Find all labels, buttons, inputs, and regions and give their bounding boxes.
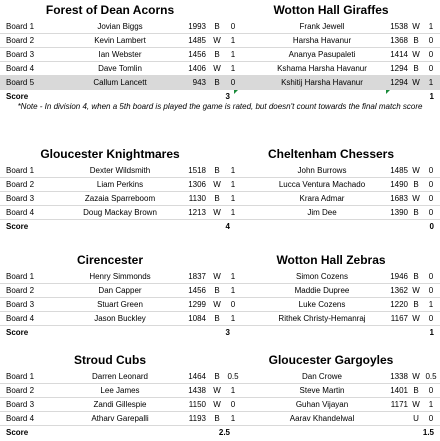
away-player-points: 0 (428, 36, 434, 45)
home-team-name: Forest of Dean Acorns (45, 3, 175, 17)
home-player-name: Atharv Garepalli (91, 414, 149, 423)
home-player-colour: B (214, 166, 220, 175)
away-player-rating: 1362 (390, 286, 408, 295)
home-player-rating: 1518 (188, 166, 206, 175)
home-player-rating: 1456 (188, 286, 206, 295)
board-label: Board 3 (6, 194, 35, 203)
board-row (0, 164, 440, 178)
away-player-colour: B (413, 300, 419, 309)
away-player-colour: W (412, 194, 420, 203)
match-title-row (0, 144, 440, 164)
home-score: 3 (225, 328, 230, 337)
home-player-rating: 1464 (188, 372, 206, 381)
home-player-name: Kevin Lambert (94, 36, 146, 45)
away-player-points: 0.5 (425, 372, 437, 381)
board-row (0, 206, 440, 220)
board-label: Board 2 (6, 386, 35, 395)
home-player-colour: W (213, 208, 221, 217)
score-row (0, 426, 440, 440)
away-score: 0 (429, 222, 434, 231)
home-player-name: Lee James (100, 386, 140, 395)
home-player-rating: 1193 (188, 414, 206, 423)
home-player-rating: 1150 (188, 400, 206, 409)
board-row (0, 284, 440, 298)
away-player-rating: 1294 (390, 64, 408, 73)
home-player-name: Jovian Biggs (97, 22, 143, 31)
away-player-points: 0 (428, 208, 434, 217)
home-player-rating: 1456 (188, 50, 206, 59)
away-player-rating: 1338 (390, 372, 408, 381)
home-player-colour: B (214, 194, 220, 203)
board-row (0, 412, 440, 426)
home-player-name: Dexter Wildsmith (89, 166, 151, 175)
comment-marker-icon (234, 90, 238, 94)
home-player-rating: 1130 (188, 194, 206, 203)
home-player-colour: B (214, 78, 220, 87)
board-label: Board 1 (6, 272, 35, 281)
board-label: Board 2 (6, 180, 35, 189)
away-player-colour: W (412, 78, 420, 87)
home-player-name: Jason Buckley (94, 314, 146, 323)
home-player-name: Ian Webster (98, 50, 142, 59)
home-player-name: Dan Capper (98, 286, 142, 295)
away-score: 1 (429, 328, 434, 337)
away-player-colour: W (412, 166, 420, 175)
home-player-points: 1 (230, 286, 236, 295)
away-player-points: 0 (428, 386, 434, 395)
home-player-name: Doug Mackay Brown (83, 208, 157, 217)
home-player-rating: 1299 (188, 300, 206, 309)
home-player-points: 1 (230, 64, 236, 73)
away-player-points: 0 (428, 286, 434, 295)
away-player-colour: B (413, 180, 419, 189)
match-block (0, 350, 440, 440)
home-player-name: Henry Simmonds (89, 272, 151, 281)
away-player-name: Kshitij Harsha Havanur (281, 78, 363, 87)
board-label: Board 5 (6, 78, 35, 87)
away-player-colour: W (412, 314, 420, 323)
home-player-points: 1 (230, 272, 236, 281)
home-player-name: Liam Perkins (96, 180, 144, 189)
away-player-name: Lucca Ventura Machado (278, 180, 366, 189)
away-player-colour: B (413, 208, 419, 217)
board-label: Board 3 (6, 400, 35, 409)
home-player-colour: B (214, 50, 220, 59)
away-player-name: Krara Admar (299, 194, 345, 203)
home-player-name: Zandi Gillespie (93, 400, 147, 409)
away-player-rating (384, 412, 408, 426)
home-player-colour: B (214, 22, 220, 31)
home-player-colour: B (214, 414, 220, 423)
match-title-row (0, 0, 440, 20)
match-title-row (0, 250, 440, 270)
home-player-colour: W (213, 64, 221, 73)
away-player-colour: B (413, 272, 419, 281)
away-team-name: Wotton Hall Zebras (276, 253, 386, 267)
score-row (0, 326, 440, 340)
away-player-rating: 1220 (390, 300, 408, 309)
away-player-colour: B (413, 386, 419, 395)
match-title-row (0, 350, 440, 370)
away-player-rating: 1171 (390, 400, 408, 409)
away-player-points: 0 (428, 414, 434, 423)
away-player-name: Dan Crowe (301, 372, 342, 381)
away-player-name: Aarav Khandelwal (289, 414, 355, 423)
match-block (0, 250, 440, 340)
away-player-name: Luke Cozens (298, 300, 346, 309)
home-player-points: 1 (230, 180, 236, 189)
away-player-colour: W (412, 50, 420, 59)
home-player-points: 1 (230, 414, 236, 423)
home-team-name: Cirencester (76, 253, 144, 267)
home-player-name: Dave Tomlin (98, 64, 142, 73)
away-player-colour: W (412, 286, 420, 295)
home-player-points: 1 (230, 166, 236, 175)
board-label: Board 2 (6, 286, 35, 295)
away-player-name: Harsha Havanur (292, 36, 352, 45)
match-block (0, 0, 440, 104)
division-note: *Note - In division 4, when a 5th board is played the game is rated, but doesn't count towards the final match score (17, 102, 423, 111)
away-player-name: Rithek Christy-Hemanraj (278, 314, 366, 323)
away-player-points: 1 (428, 78, 434, 87)
board-row (0, 192, 440, 206)
home-player-colour: W (213, 300, 221, 309)
away-player-colour: U (413, 414, 419, 423)
away-player-points: 0 (428, 272, 434, 281)
away-player-points: 1 (428, 300, 434, 309)
score-label: Score (6, 222, 29, 231)
home-player-points: 1 (230, 208, 236, 217)
away-player-name: Guhan Vijayan (295, 400, 349, 409)
away-player-rating: 1401 (390, 386, 408, 395)
board-row (0, 298, 440, 312)
away-score: 1.5 (422, 428, 434, 437)
away-player-colour: W (412, 22, 420, 31)
home-player-rating: 1993 (188, 22, 206, 31)
away-player-rating: 1368 (390, 36, 408, 45)
board-row (0, 370, 440, 384)
away-player-name: Jim Dee (307, 208, 337, 217)
home-player-name: Callum Lancett (93, 78, 147, 87)
away-player-points: 0 (428, 314, 434, 323)
home-player-points: 0 (230, 22, 236, 31)
board-row (0, 398, 440, 412)
away-score: 1 (429, 92, 434, 101)
away-player-name: Steve Martin (299, 386, 345, 395)
home-player-colour: W (213, 386, 221, 395)
home-player-rating: 1485 (188, 36, 206, 45)
home-player-colour: W (213, 180, 221, 189)
board-row-highlighted (0, 76, 440, 90)
away-player-rating: 1414 (390, 50, 408, 59)
away-player-name: Simon Cozens (295, 272, 349, 281)
away-player-rating: 1390 (390, 208, 408, 217)
match-block (0, 144, 440, 234)
away-player-rating: 1490 (390, 180, 408, 189)
board-row (0, 312, 440, 326)
away-team-name: Wotton Hall Giraffes (273, 3, 389, 17)
home-team-name: Stroud Cubs (74, 353, 146, 367)
score-label: Score (6, 428, 29, 437)
home-team-name: Gloucester Knightmares (40, 147, 180, 161)
away-player-points: 1 (428, 400, 434, 409)
board-label: Board 1 (6, 166, 35, 175)
home-player-points: 1 (230, 36, 236, 45)
home-score: 4 (225, 222, 230, 231)
home-player-points: 1 (230, 386, 236, 395)
away-player-rating: 1294 (390, 78, 408, 87)
away-player-points: 0 (428, 64, 434, 73)
away-player-name: Maddie Dupree (294, 286, 350, 295)
comment-marker-icon (386, 90, 390, 94)
board-label: Board 3 (6, 300, 35, 309)
board-row (0, 20, 440, 34)
home-player-points: 1 (230, 194, 236, 203)
score-row (0, 220, 440, 234)
away-player-name: Kshama Harsha Havanur (277, 64, 367, 73)
home-player-name: Darren Leonard (91, 372, 149, 381)
board-row (0, 48, 440, 62)
away-player-points: 0 (428, 166, 434, 175)
away-player-rating: 1946 (390, 272, 408, 281)
board-row (0, 270, 440, 284)
away-player-name: Frank Jewell (299, 22, 345, 31)
home-player-rating: 1406 (188, 64, 206, 73)
home-player-points: 0 (230, 78, 236, 87)
away-player-colour: W (412, 372, 420, 381)
board-label: Board 3 (6, 50, 35, 59)
board-label: Board 4 (6, 208, 35, 217)
home-player-colour: B (214, 314, 220, 323)
home-player-rating: 1213 (188, 208, 206, 217)
away-player-rating: 1167 (390, 314, 408, 323)
home-score: 2.5 (218, 428, 230, 437)
away-team-name: Gloucester Gargoyles (268, 353, 394, 367)
score-label: Score (6, 328, 29, 337)
score-label: Score (6, 92, 29, 101)
home-player-colour: W (213, 36, 221, 45)
away-team-name: Cheltenham Chessers (267, 147, 395, 161)
home-player-colour: W (213, 400, 221, 409)
board-label: Board 4 (6, 314, 35, 323)
home-player-rating: 1438 (188, 386, 206, 395)
home-player-rating: 1837 (188, 272, 206, 281)
board-row (0, 62, 440, 76)
away-player-colour: W (412, 400, 420, 409)
board-label: Board 2 (6, 36, 35, 45)
away-player-name: Ananya Pasupaleti (288, 50, 356, 59)
home-player-colour: B (214, 286, 220, 295)
board-label: Board 4 (6, 414, 35, 423)
away-player-points: 1 (428, 22, 434, 31)
away-player-rating: 1683 (390, 194, 408, 203)
home-player-rating: 943 (192, 78, 206, 87)
board-row (0, 34, 440, 48)
away-player-points: 0 (428, 180, 434, 189)
home-player-colour: B (214, 372, 220, 381)
home-player-points: 1 (230, 50, 236, 59)
board-row (0, 178, 440, 192)
board-row (0, 384, 440, 398)
home-player-points: 1 (230, 314, 236, 323)
away-player-name: John Burrows (297, 166, 347, 175)
home-player-name: Zazaia Sparreboom (84, 194, 156, 203)
away-player-colour: B (413, 64, 419, 73)
home-player-points: 0 (230, 300, 236, 309)
home-player-points: 0 (230, 400, 236, 409)
home-player-name: Stuart Green (97, 300, 143, 309)
home-player-points: 0.5 (227, 372, 239, 381)
board-label: Board 1 (6, 372, 35, 381)
home-player-rating: 1306 (188, 180, 206, 189)
away-player-points: 0 (428, 50, 434, 59)
home-player-colour: W (213, 272, 221, 281)
home-player-rating: 1084 (188, 314, 206, 323)
away-player-rating: 1538 (390, 22, 408, 31)
away-player-points: 0 (428, 194, 434, 203)
home-score: 3 (225, 92, 230, 101)
board-label: Board 1 (6, 22, 35, 31)
away-player-rating: 1485 (390, 166, 408, 175)
away-player-colour: B (413, 36, 419, 45)
board-label: Board 4 (6, 64, 35, 73)
